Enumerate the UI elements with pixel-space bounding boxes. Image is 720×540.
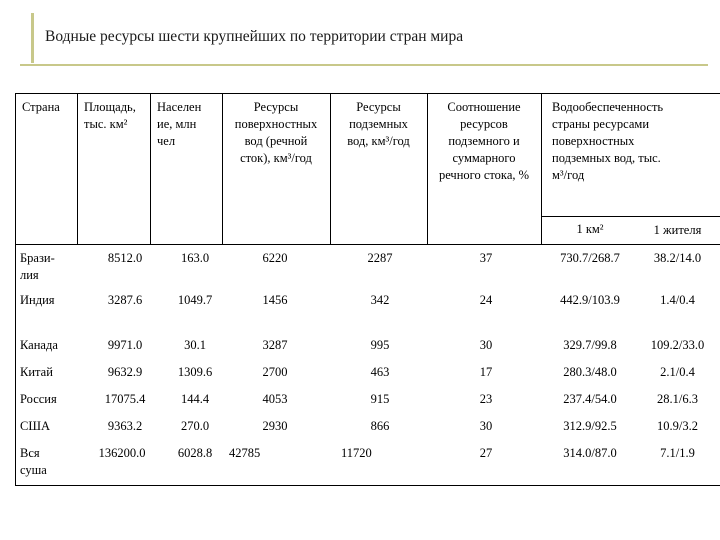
cell-per-km2: 237.4/54.0 [563,392,617,406]
cell-area: 9971.0 [107,338,143,352]
cell-ground: 866 [370,419,390,433]
cell-country: Китай [20,365,53,379]
header-country: Страна [22,100,60,114]
cell-area: 136200.0 [98,446,146,460]
cell-ratio: 17 [479,365,493,379]
cell-surface: 2930 [262,419,288,433]
table-bottom-border [15,485,720,486]
cell-ratio: 23 [479,392,493,406]
cell-area: 9632.9 [107,365,143,379]
cell-per-person: 38.2/14.0 [653,251,702,265]
table-header-bottom-border [15,244,720,245]
header-population: Населен ие, млн чел [157,100,202,148]
cell-area: 8512.0 [107,251,143,265]
cell-population: 144.4 [180,392,210,406]
cell-per-person: 1.4/0.4 [660,293,695,307]
cell-country: Вся суша [20,446,47,477]
cell-surface: 42785 [229,446,261,460]
cell-country: Канада [20,338,58,352]
cell-country: США [20,419,50,433]
cell-surface: 6220 [262,251,288,265]
cell-per-person: 109.2/33.0 [650,338,705,352]
cell-per-person: 2.1/0.4 [660,365,695,379]
column-divider [77,93,78,245]
subheader-per-km2: 1 км² [576,222,604,236]
table-top-border [15,93,720,94]
cell-ground: 463 [370,365,390,379]
cell-per-km2: 314.0/87.0 [563,446,617,460]
cell-surface: 1456 [262,293,288,307]
cell-ground: 11720 [341,446,372,460]
column-divider [150,93,151,245]
cell-per-km2: 312.9/92.5 [563,419,617,433]
cell-population: 1049.7 [177,293,213,307]
cell-area: 3287.6 [107,293,143,307]
cell-per-km2: 280.3/48.0 [563,365,617,379]
column-divider [15,93,16,486]
cell-ratio: 30 [479,419,493,433]
cell-area: 9363.2 [107,419,143,433]
cell-area: 17075.4 [104,392,146,406]
cell-ratio: 24 [479,293,493,307]
header-ratio: Соотношение ресурсов подземного и суммарного речного стока, % [438,100,530,182]
supply-subheader-border [541,216,720,217]
cell-per-km2: 442.9/103.9 [560,293,620,307]
cell-per-person: 28.1/6.3 [657,392,698,406]
cell-ground: 2287 [367,251,393,265]
cell-surface: 3287 [262,338,288,352]
cell-population: 30.1 [184,338,206,352]
column-divider [541,93,542,245]
cell-population: 270.0 [180,419,210,433]
cell-surface: 4053 [262,392,288,406]
subheader-per-person: 1 жителя [653,223,702,237]
cell-ratio: 27 [479,446,493,460]
cell-per-person: 10.9/3.2 [657,419,698,433]
cell-ratio: 30 [479,338,493,352]
slide-title: Водные ресурсы шести крупнейших по территории стран мира [45,28,464,45]
cell-per-person: 7.1/1.9 [660,446,695,460]
cell-population: 1309.6 [177,365,213,379]
cell-ratio: 37 [479,251,493,265]
cell-ground: 342 [370,293,390,307]
cell-per-km2: 730.7/268.7 [560,251,620,265]
cell-country: Россия [20,392,57,406]
header-water-supply: Водообеспеченность страны ресурсами поверхностных подземных вод, тыс. м³/год [552,100,664,182]
cell-ground: 995 [370,338,390,352]
cell-country: Индия [20,293,55,307]
header-surface-resources: Ресурсы поверхностных вод (речной сток), км³/год [234,100,318,165]
cell-population: 163.0 [180,251,210,265]
cell-ground: 915 [370,392,390,406]
cell-surface: 2700 [262,365,288,379]
cell-population: 6028.8 [177,446,213,460]
header-area: Площадь, тыс. км² [84,100,136,131]
cell-per-km2: 329.7/99.8 [563,338,617,352]
cell-country: Брази- лия [20,251,55,282]
header-ground-resources: Ресурсы подземных вод, км³/год [347,100,410,148]
